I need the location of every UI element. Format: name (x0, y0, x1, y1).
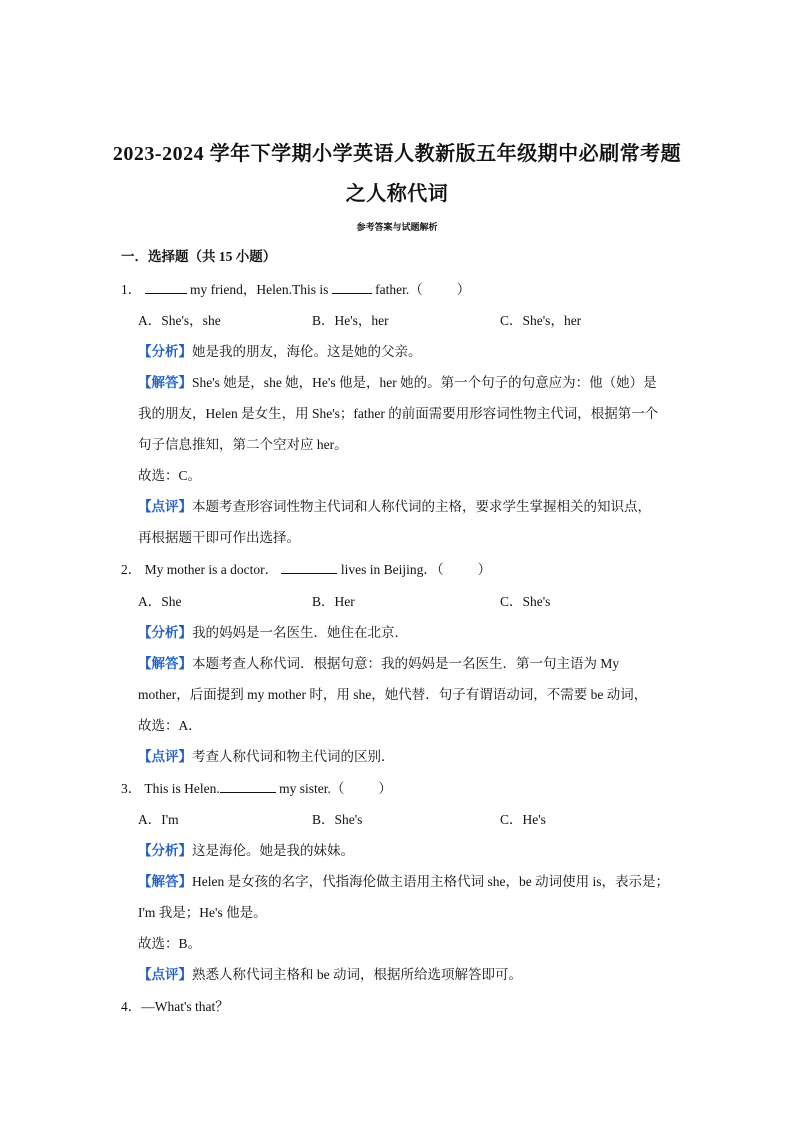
answer-row (138, 873, 669, 891)
question-paren-close: ） (477, 562, 492, 577)
option-a: A．She's，she (138, 313, 221, 328)
question-paren-close: ） (378, 781, 392, 796)
answer-tag: 【解答】 (138, 656, 192, 671)
question-number: 2． (121, 562, 142, 577)
option-c: C．He's (500, 812, 546, 827)
comment-text: 考查人称代词和物主代词的区别． (192, 749, 395, 764)
answer-text-continued: I'm 我是；He's 他是。 (138, 905, 267, 920)
option-a: A．She (138, 594, 182, 609)
option-b: B．He's，her (312, 313, 389, 328)
answer-blank (332, 281, 372, 294)
answer-row (138, 374, 657, 392)
option-a: A．I'm (138, 812, 179, 827)
analysis-tag: 【分析】 (138, 344, 192, 359)
document-subtitle: 参考答案与试题解析 (356, 222, 438, 232)
answer-text: Helen 是女孩的名字，代指海伦做主语用主格代词 she，be 动词使用 is，表示是； (192, 874, 669, 889)
question-text: father.（ (375, 282, 423, 297)
analysis-tag: 【分析】 (138, 843, 192, 858)
answer-tag: 【解答】 (138, 874, 192, 889)
comment-row (138, 498, 651, 516)
analysis-row (138, 624, 408, 642)
question-number: 3． (121, 781, 142, 796)
option-c: C．She's，her (500, 313, 582, 328)
question-text: lives in Beijing．（ (340, 562, 444, 577)
analysis-text: 这是海伦。她是我的妹妹。 (192, 843, 354, 858)
question-text: This is Helen. (144, 781, 220, 796)
question-3-stem (121, 780, 392, 798)
answer-text-continued: 句子信息推知，第二个空对应 her。 (138, 437, 348, 452)
analysis-text: 她是我的朋友，海伦。这是她的父亲。 (192, 344, 422, 359)
analysis-row (138, 343, 422, 361)
choice-text: 故选：C。 (138, 468, 202, 483)
comment-tag: 【点评】 (138, 499, 192, 514)
question-2-stem (121, 561, 491, 579)
answer-blank (281, 561, 337, 574)
document-title-line2: 之人称代词 (345, 183, 449, 205)
question-text: my friend，Helen.This is (190, 282, 329, 297)
choice-text: 故选：B。 (138, 936, 202, 951)
answer-blank (220, 780, 276, 793)
comment-tag: 【点评】 (138, 967, 192, 982)
answer-text-continued: 我的朋友，Helen 是女生，用 She's；father 的前面需要用形容词性物主代词，根据第一个 (138, 406, 659, 421)
answer-text: She's 她是，she 她，He's 他是，her 她的。第一个句子的句意应为：他（她）是 (192, 375, 657, 390)
question-paren-close: ） (456, 282, 471, 297)
choice-text: 故选：A． (138, 718, 202, 733)
question-4-stem (121, 998, 229, 1016)
comment-text: 熟悉人称代词主格和 be 动词，根据所给选项解答即可。 (192, 967, 522, 982)
comment-row (138, 966, 522, 984)
option-b: B．She's (312, 812, 363, 827)
question-text: —What's that？ (141, 999, 229, 1014)
analysis-row (138, 842, 354, 860)
document-title-line1: 2023-2024 学年下学期小学英语人教新版五年级期中必刷常考题 (112, 143, 682, 165)
comment-text: 本题考查形容词性物主代词和人称代词的主格，要求学生掌握相关的知识点， (192, 499, 651, 514)
comment-text-continued: 再根据题干即可作出选择。 (138, 530, 300, 545)
question-text: my sister.（ (279, 781, 345, 796)
question-number: 4． (121, 999, 142, 1014)
section-heading: 一．选择题（共 15 小题） (121, 249, 277, 264)
question-text: My mother is a doctor． (144, 562, 279, 577)
answer-text: 本题考查人称代词．根据句意：我的妈妈是一名医生．第一句主语为 My (192, 656, 620, 671)
answer-text-continued: mother，后面提到 my mother 时，用 she，她代替．句子有谓语动词，不需要 be 动词， (138, 687, 648, 702)
question-number: 1． (121, 282, 142, 297)
analysis-text: 我的妈妈是一名医生．她住在北京． (192, 625, 408, 640)
answer-row (138, 655, 619, 673)
answer-blank (145, 281, 187, 294)
question-1-stem (121, 281, 470, 299)
answer-tag: 【解答】 (138, 375, 192, 390)
option-b: B．Her (312, 594, 355, 609)
comment-row (138, 748, 395, 766)
comment-tag: 【点评】 (138, 749, 192, 764)
option-c: C．She's (500, 594, 551, 609)
analysis-tag: 【分析】 (138, 625, 192, 640)
